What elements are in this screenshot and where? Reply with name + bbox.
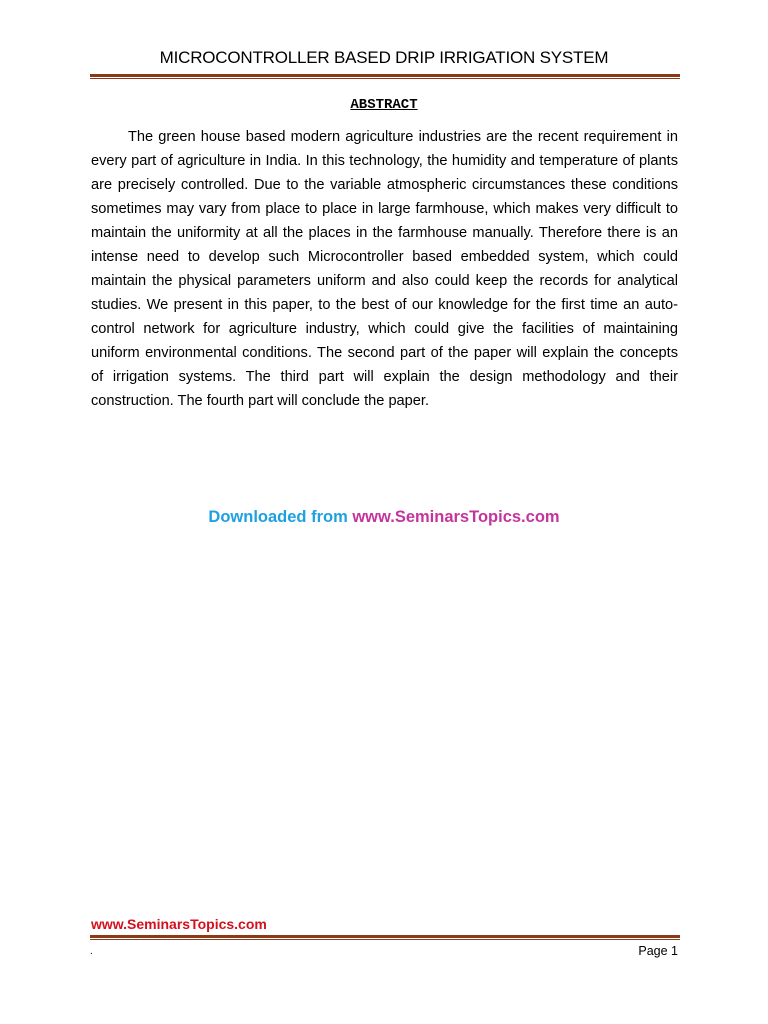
header-divider: [90, 74, 680, 79]
download-prefix: Downloaded from: [208, 508, 348, 526]
footer-website-link[interactable]: www.SeminarsTopics.com: [91, 916, 267, 932]
download-notice: [0, 508, 768, 527]
footer-divider: [90, 935, 680, 940]
abstract-body: The green house based modern agriculture industries are the recent requirement in every part of agriculture in India. In this technology, the humidity and temperature of plants are precisely controlled. Due to the variable atmospheric circumstances these conditions sometimes may vary from place to place in large farmhouse, which makes very difficult to maintain the uniformity at all the places in the farmhouse manually. Therefore there is an intense need to develop such Microcontroller based embedded system, which could maintain the physical parameters uniform and also could keep the records for analytical studies. We present in this paper, to the best of our knowledge for the first time an auto-control network for agriculture industry, which could give the facilities of maintaining uniform environmental conditions. The second part of the paper will explain the concepts of irrigation systems. The third part will explain the design methodology and their construction. The fourth part will conclude the paper.: [91, 129, 678, 409]
abstract-heading: ABSTRACT: [350, 97, 418, 113]
footer-dot: .: [90, 946, 93, 957]
page-number: Page 1: [638, 944, 678, 958]
download-link[interactable]: www.SeminarsTopics.com: [352, 508, 560, 526]
document-header-title: MICROCONTROLLER BASED DRIP IRRIGATION SYSTEM: [159, 48, 609, 67]
